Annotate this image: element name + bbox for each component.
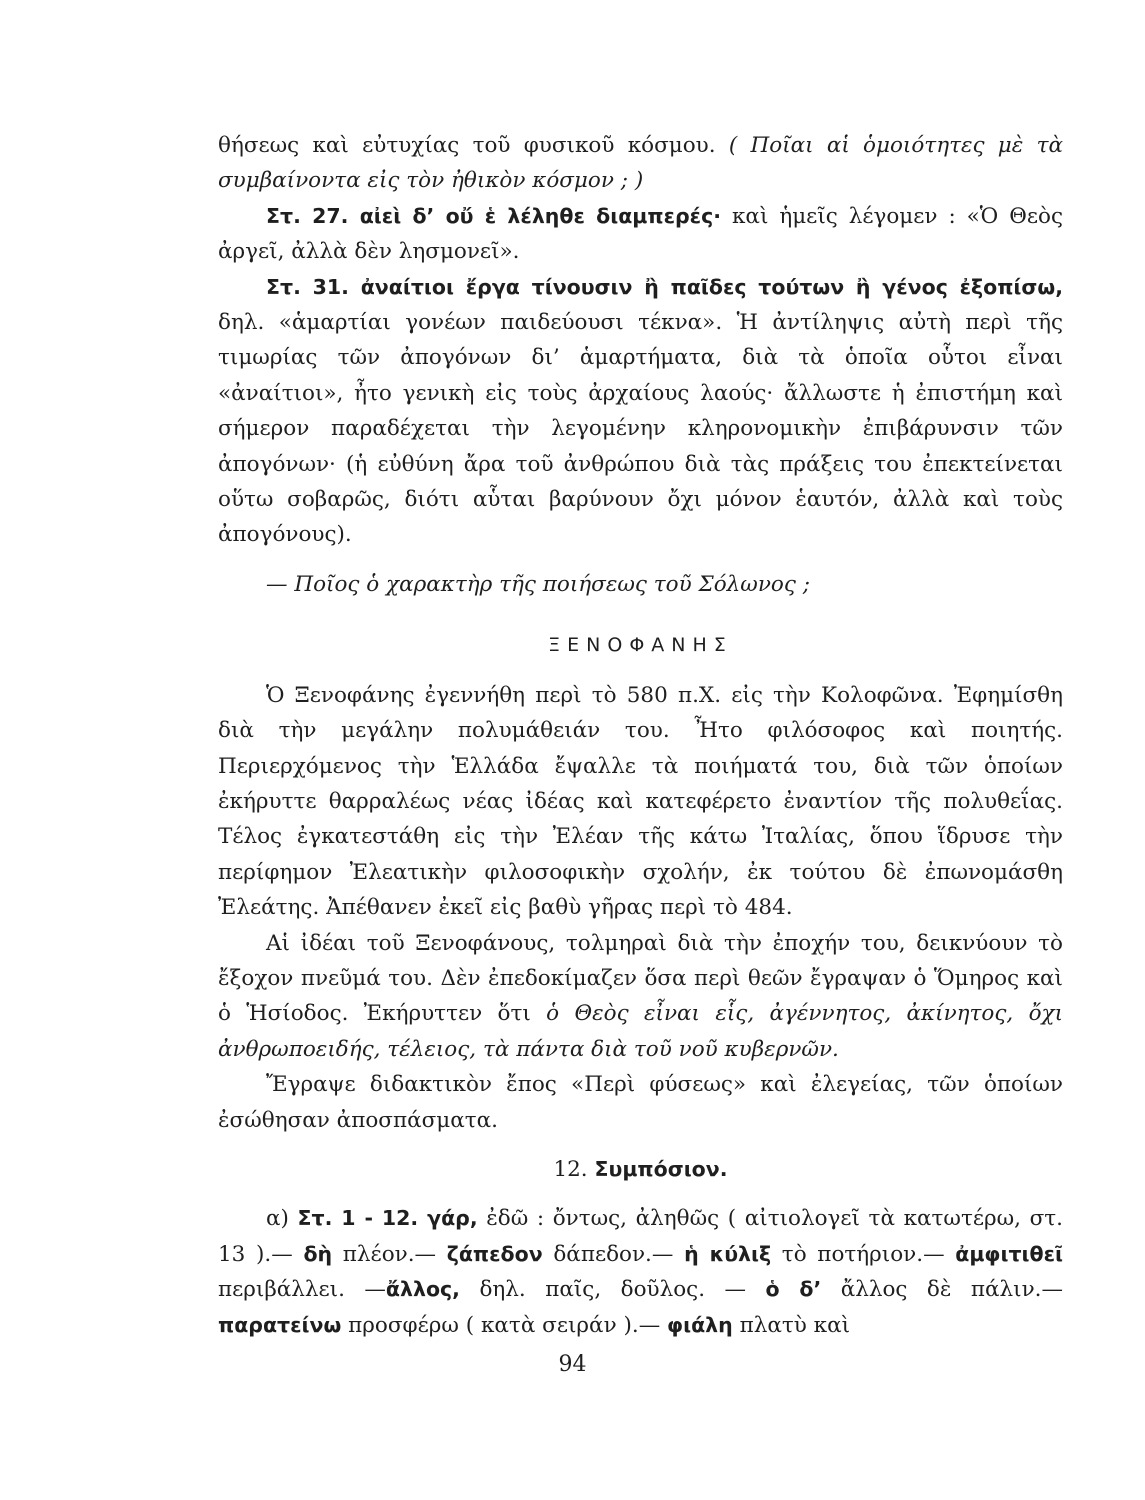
gloss-term: ὁ δ’ [765,1277,822,1302]
paragraph-verse-31 [218,270,1063,553]
section-name: Συμπόσιον. [594,1156,728,1181]
paragraph-verse-27 [218,199,1063,270]
gloss-term: ἡ κύλιξ [684,1241,772,1266]
text-span: θήσεως καὶ εὐτυχίας τοῦ φυσικοῦ κόσμου. [218,133,729,158]
italic-question: ( Ποῖαι αἱ ὁμοιότητες μὲ τὰ συμβαίνοντα εἰς τὸν ἠθικὸν κόσμον ; ) [218,133,1063,194]
gloss-text: προσφέρω ( κατὰ σειράν ).— [341,1312,668,1338]
paragraph-1 [218,128,1063,199]
paragraph-glossary [218,1201,1063,1343]
gloss-text: ἄλλος δὲ πάλιν.— [821,1277,1063,1303]
gloss-term: δὴ [303,1241,333,1266]
text-span: καὶ ἡμεῖς λέγομεν : «Ὁ Θεὸς ἀργεῖ, ἀλλὰ δὲν λησμονεῖ». [218,203,1063,265]
gloss-text: τὸ ποτήριον.— [771,1241,956,1267]
question-line: — Ποῖος ὁ χαρακτὴρ τῆς ποιήσεως τοῦ Σόλωνος ; [266,571,810,597]
section-heading: ΞΕΝΟΦΑΝΗΣ [548,634,733,657]
gloss-text: ἐδῶ : ὄντως, ἀληθῶς ( αἰτιολογεῖ τὰ κατωτέρω, στ. 13 ).— [218,1206,1063,1267]
verse-reference: Στ. 27. [266,203,349,228]
gloss-term: ἀμφιτιθεῖ [955,1241,1064,1266]
gloss-text: δηλ. παῖς, δοῦλος. — [459,1277,766,1303]
section-number: 12. [553,1156,588,1182]
italic-quote: ὁ Θεὸς εἶναι εἷς, ἀγέννητος, ἀκίνητος, ὄχι ἀνθρωποειδής, τέλειος, τὰ πάντα διὰ τοῦ νοῦ κυβερνῶν. [218,1001,1064,1062]
gloss-term: φιάλη [667,1312,733,1337]
gloss-text: πλέον.— [332,1241,447,1267]
gloss-text: πλατὺ καὶ [732,1312,851,1338]
gloss-term: παρατείνω [218,1312,342,1337]
verse-reference: Στ. 1 - 12. [297,1206,419,1231]
text-span: Αἱ ἰδέαι τοῦ Ξενοφάνους, τολμηραὶ διὰ τὴν ἐποχήν του, δεικνύουν τὸ ἔξοχον πνεῦμά του. Δὲν ἐπεδοκίμαζεν ὅσα περὶ θεῶν ἔγραψαν ὁ Ὅμηρος καὶ ὁ Ἡσίοδος. Ἐκήρυττεν ὅτι [218,930,1063,1027]
verse-quote: ἀναίτιοι ἔργα τίνουσιν ἢ παῖδες τούτων ἢ γένος ἐξοπίσω, [348,274,1063,299]
verse-reference: Στ. 31. [266,274,349,299]
verse-quote: αἰεὶ δ’ οὔ ἑ λέληθε διαμπερές· [348,203,722,228]
gloss-term: γάρ, [418,1206,478,1231]
paragraph-works: Ἔγραψε διδακτικὸν ἔπος «Περὶ φύσεως» καὶ ἐλεγείας, τῶν ὁποίων ἐσώθησαν ἀποσπάσματα. [218,1072,1063,1133]
page-number: 94 [558,1352,587,1377]
paragraph-biography: Ὁ Ξενοφάνης ἐγεννήθη περὶ τὸ 580 π.Χ. εἰς τὴν Κολοφῶνα. Ἐφημίσθη διὰ τὴν μεγάλην πολυμάθειάν του. Ἦτο φιλόσοφος καὶ ποιητής. Περιερχόμενος τὴν Ἑλλάδα ἔψαλλε τὰ ποιήματά του, διὰ τῶν ὁποίων ἐκήρυττε θαρραλέως νέας ἰδέας καὶ κατεφέρετο ἐναντίον τῆς πολυθεΐας. Τέλος ἐγκατεστάθη εἰς τὴν Ἐλέαν τῆς κάτω Ἰταλίας, ὅπου ἵδρυσε τὴν περίφημον Ἐλεατικὴν φιλοσοφικὴν σχολήν, ἐκ τούτου δὲ ἐπωνομάσθη Ἐλεάτης. Ἀπέθανεν ἐκεῖ εἰς βαθὺ γῆρας περὶ τὸ 484. [218,682,1063,921]
gloss-term: ζάπεδον [446,1241,543,1266]
text-span: δηλ. «ἁμαρτίαι γονέων παιδεύουσι τέκνα». Ἡ ἀντίληψις αὐτὴ περὶ τῆς τιμωρίας τῶν ἀπογόνων δι’ ἁμαρτήματα, διὰ τὰ ὁποῖα οὗτοι εἶναι «ἀναίτιοι», ἦτο γενικὴ εἰς τοὺς ἀρχαίους λαούς· ἄλλωστε ἡ ἐπιστήμη καὶ σήμερον παραδέχεται τὴν λεγομένην κληρονομικὴν ἐπιβάρυνσιν τῶν ἀπογόνων· (ἡ εὐθύνη ἄρα τοῦ ἀνθρώπου διὰ τὰς πράξεις του ἐπεκτείνεται οὕτω σοβαρῶς, διότι αὗται βαρύνουν ὄχι μόνον ἑαυτόν, ἀλλὰ καὶ τοὺς ἀπογόνους). [218,310,1063,548]
gloss-text: δάπεδον.— [542,1241,685,1267]
section-title [218,1152,1063,1187]
page-body [218,128,1063,1343]
gloss-term: ἄλλος, [385,1277,460,1302]
gloss-text: περιβάλλει. — [218,1277,386,1303]
list-marker: α) [266,1206,298,1232]
paragraph-ideas [218,926,1063,1068]
